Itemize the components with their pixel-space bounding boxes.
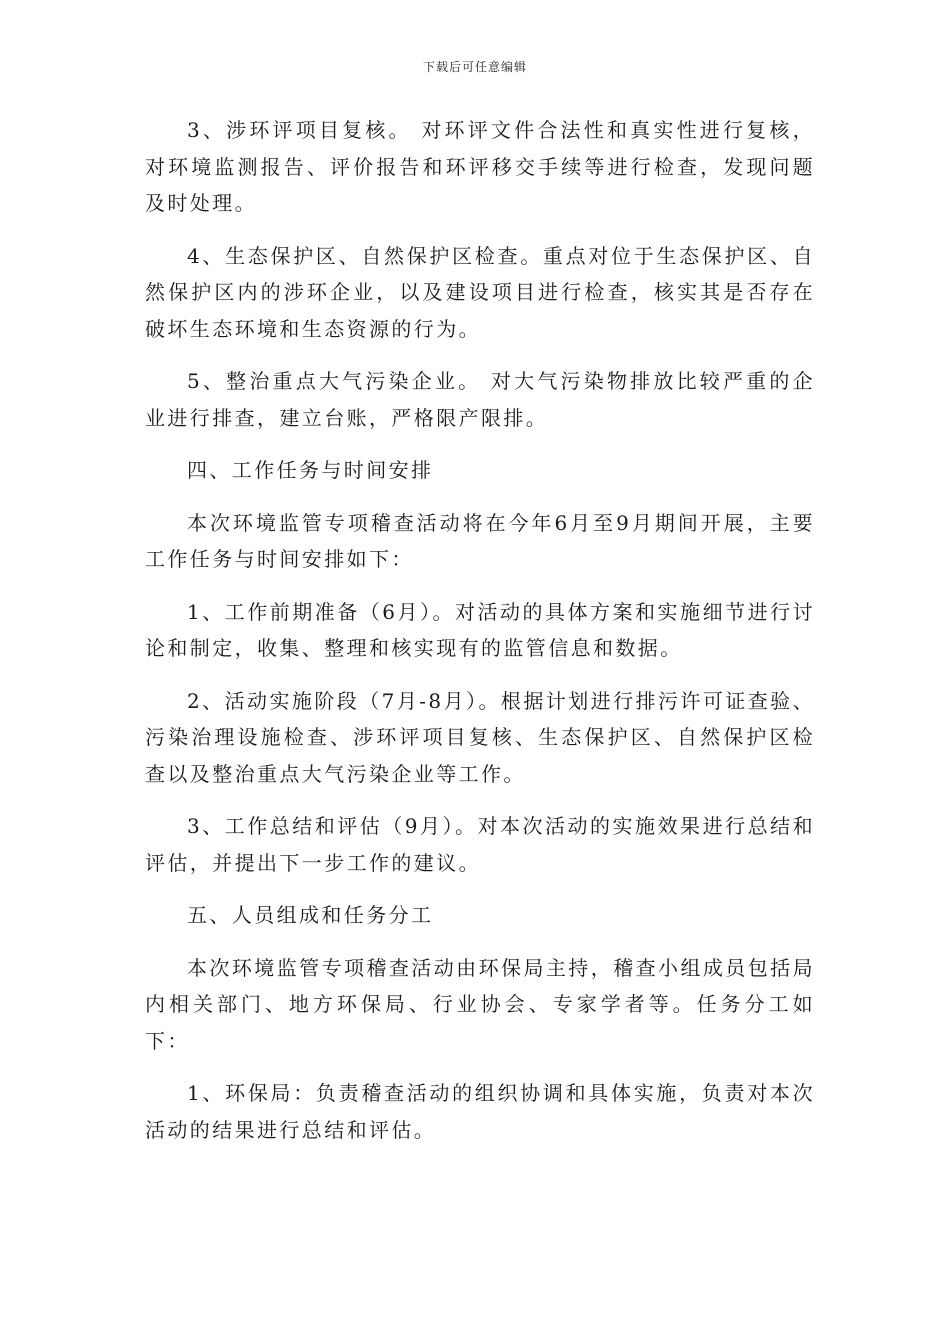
paragraph-epb-duties: 1、环保局：负责稽查活动的组织协调和具体实施，负责对本次活动的结果进行总结和评估。: [145, 1081, 815, 1142]
paragraph-preparation-phase: 1、工作前期准备（6月）。对活动的具体方案和实施细节进行讨论和制定，收集、整理和核实现有的监管信息和数据。: [145, 599, 815, 660]
header-note: 下载后可任意编辑: [422, 60, 527, 74]
paragraph-summary-phase: 3、工作总结和评估（9月）。对本次活动的实施效果进行总结和评估，并提出下一步工作的建议。: [145, 814, 815, 875]
paragraph-schedule-intro: 本次环境监管专项稽查活动将在今年6月至9月期间开展，主要工作任务与时间安排如下：: [145, 510, 815, 571]
document-body: [145, 112, 815, 1164]
paragraph-staffing-intro: 本次环境监管专项稽查活动由环保局主持，稽查小组成员包括局内相关部门、地方环保局、行业协会、专家学者等。任务分工如下：: [145, 955, 815, 1053]
paragraph-air-pollution-enterprises: 5、整治重点大气污染企业。 对大气污染物排放比较严重的企业进行排查，建立台账，严格限产限排。: [145, 369, 815, 430]
section-heading-tasks-schedule: 四、工作任务与时间安排: [187, 458, 434, 482]
paragraph-ecological-reserve-check: 4、生态保护区、自然保护区检查。重点对位于生态保护区、自然保护区内的涉环企业，以及建设项目进行检查，核实其是否存在破坏生态环境和生态资源的行为。: [145, 243, 815, 341]
paragraph-implementation-phase: 2、活动实施阶段（7月-8月）。根据计划进行排污许可证查验、污染治理设施检查、涉环评项目复核、生态保护区、自然保护区检查以及整治重点大气污染企业等工作。: [145, 688, 815, 786]
paragraph-eia-review: 3、涉环评项目复核。 对环评文件合法性和真实性进行复核，对环境监测报告、评价报告和环评移交手续等进行检查，发现问题及时处理。: [145, 118, 815, 215]
section-heading-staffing: 五、人员组成和任务分工: [187, 903, 434, 927]
